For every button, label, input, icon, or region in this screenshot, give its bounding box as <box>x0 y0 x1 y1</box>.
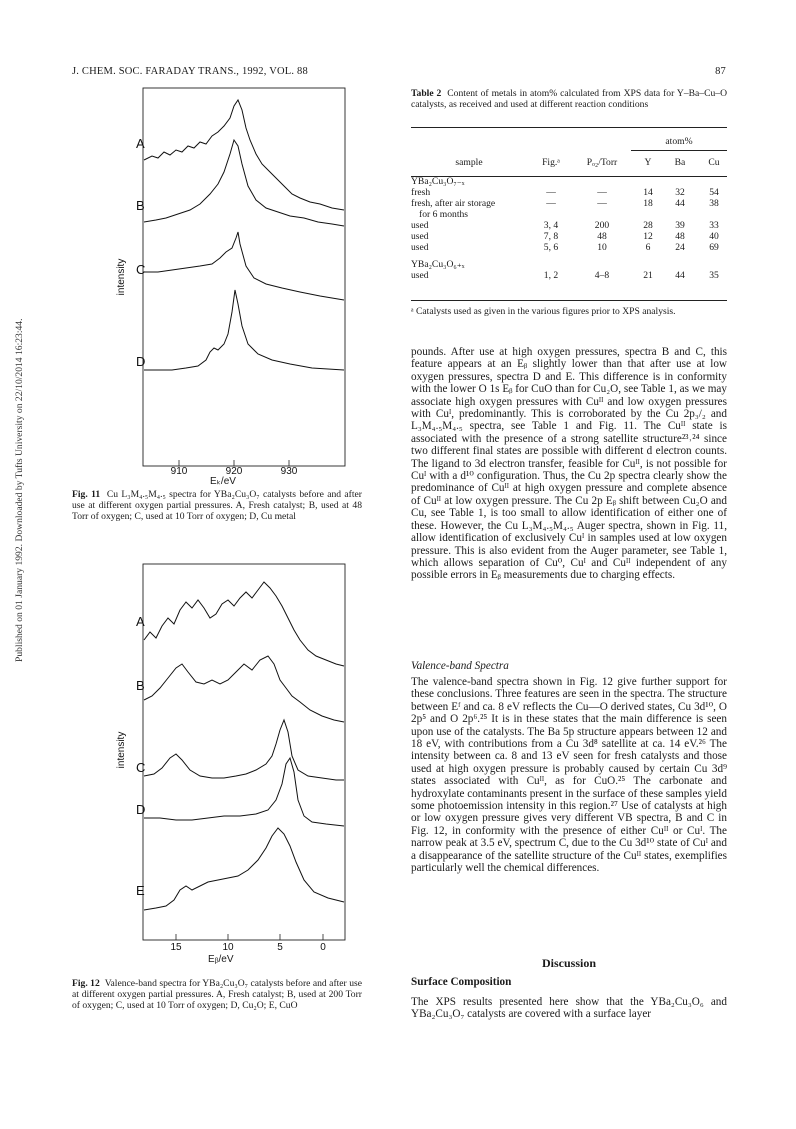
table-row: fresh, after air storage — — 18 44 38 <box>411 198 719 209</box>
fig11-labels <box>136 136 145 369</box>
journal-header: J. CHEM. SOC. FARADAY TRANS., 1992, VOL. 88 <box>72 66 308 77</box>
fig12-tick-10: 10 <box>222 942 234 953</box>
side-note: Published on 01 January 1992. Downloaded by Tufts University on 22/10/2014 16:23:44. <box>14 318 25 662</box>
fig12-spectrum-d <box>144 758 344 826</box>
fig12-frame <box>143 564 345 940</box>
body-paragraph-2: The valence-band spectra shown in Fig. 12 give further support for these conclusions. Three features are seen in the spectra. The structure between Eᶠ and ca. 8 eV reflects the Cu—O derived states, Cu 3d¹⁰, O 2p⁵ and O 2p⁶.²⁵ It is in these states that the main difference is seen upon use of the catalysts. The Ba 5p structure appears between 12 and 18 eV, with contributions from a Cu 3d⁸ satellite at ca. 14 eV.²⁶ The intensity between ca. 8 and 13 eV seen for fresh catalysts and those used at high oxygen pressure is probably caused by certain Cu 3d⁹ states associated with Cuᴵᴵ, as for CuO.²⁵ The carbonate and hydroxylate contaminants present in the surface of these samples yield some photoemission intensity in this region.²⁷ Use of catalysts at high or low oxygen pressure gives very different VB spectra, B and C in Fig. 12, in conformity with the presence of either Cuᴵᴵ or Cuᴵ. The narrow peak at 3.5 eV, spectrum C, due to the Cu 3d¹⁰ state of Cuᴵ and a disappearance of the satellite structure of the Cuᴵᴵ states, exemplifies particularly well the chemical differences. <box>411 676 727 875</box>
fig12-xlabel: Eᵦ/eV <box>208 954 234 965</box>
fig11-label-c: C <box>136 262 146 277</box>
table-row: fresh — — 14 32 54 <box>411 187 719 198</box>
table2-caption-text: Content of metals in atom% calculated from XPS data for Y–Ba–Cu–O catalysts, as received and used at different reaction conditions <box>411 88 728 110</box>
table2-col-ba: Ba <box>674 157 686 168</box>
fig11-caption-text: Cu L₃M₄.₅M₄.₅ spectra for YBa₂Cu₃O₇ catalysts before and after use at different oxygen partial pressures. A, Fresh catalyst; B, used at 48 Torr of oxygen; C, used at 10 Torr of oxygen; D, Cu metal <box>72 489 362 522</box>
fig12-caption-head: Fig. 12 <box>72 978 100 989</box>
fig11-caption-head: Fig. 11 <box>72 489 101 500</box>
fig12-ylabel: intensity <box>116 731 127 769</box>
table-row: used 3, 4 200 28 39 33 <box>411 220 719 231</box>
fig11-ylabel: intensity <box>116 258 127 296</box>
table-row: used 7, 8 48 12 48 40 <box>411 231 719 242</box>
fig12-spectrum-c <box>144 720 344 780</box>
subheading-valence-band: Valence-band Spectra <box>411 660 509 672</box>
fig12-caption-text: Valence-band spectra for YBa₂Cu₃O₇ catalysts before and after use at different oxygen partial pressures. A, Fresh catalyst; B, used at 200 Torr of oxygen; C, used at 10 Torr of oxygen; D, Cu₂O; E, CuO <box>72 978 362 1011</box>
table2-col-y: Y <box>644 157 652 168</box>
table2-col-sample: sample <box>455 157 483 168</box>
table2-col-po2: Pₒ₂/Torr <box>586 157 618 168</box>
table2-col-fig: Fig.ᵃ <box>542 157 560 168</box>
fig11-frame <box>143 88 345 466</box>
table2-rule-bottom <box>411 300 727 301</box>
page-number: 87 <box>715 66 726 77</box>
fig11-tick-920: 920 <box>225 466 243 474</box>
table2-footnote: ᵃ Catalysts used as given in the various figures prior to XPS analysis. <box>411 306 676 317</box>
fig12-spectra <box>144 582 344 910</box>
table2-col-cu: Cu <box>708 157 720 168</box>
fig12-tick-0: 0 <box>320 942 326 953</box>
figure-12 <box>100 560 360 970</box>
fig11-spectra <box>144 100 344 370</box>
fig11-xlabel: Eₖ/eV <box>210 476 236 487</box>
fig11-tick-930: 930 <box>280 466 298 474</box>
table2-section-2: YBa₂Cu₃O₆₊ₓ <box>411 259 465 270</box>
fig11-spectrum-d <box>144 290 344 370</box>
table2-rule-top <box>411 127 727 128</box>
fig12-caption <box>72 978 362 1011</box>
table2 <box>407 157 731 281</box>
body-paragraph-1: pounds. After use at high oxygen pressures, spectra B and C, this feature appears at an Eᵦ slightly lower than that after use at low oxygen pressures, spectra D and E. This difference is in conformity with the lower O 1s Eᵦ for CuO than for Cu₂O, see Table 1, as we may associate high oxygen pressures with Cuᴵᴵ and low oxygen pressures with Cuᴵ, predominantly. This is corroborated by the Cu 2p₃/₂ and L₃M₄.₅M₄.₅ spectra, see Table 1 and Fig. 11. The Cuᴵᴵ state is associated with the presence of a strong satellite structure²³˒²⁴ since two different final states are possible with different d electron counts. The ligand to 3d electron transfer, feasible for Cuᴵᴵ, is not possible for Cuᴵ with a d¹⁰ configuration. Thus, the Cu 2p spectra clearly show the predominance of Cuᴵᴵ at high oxygen pressure and complete absence of Cuᴵᴵ at low oxygen pressure. The Cu 2p Eᵦ shift between Cu₂O and Cu, see Table 1, is too small to allow identification of either one of these. However, the Cu L₃M₄.₅M₄.₅ Auger spectra, shown in Fig. 11, allow identification of exclusively Cuᴵ in samples used at low oxygen pressure. This is also evident from the Auger parameter, see Table 1, which allows separation of Cu⁰, Cuᴵ and Cuᴵᴵ independent of any possible errors in Eᵦ measurements due to charging effects. <box>411 346 727 582</box>
fig11-spectrum-b <box>144 140 344 226</box>
table-row: used 1, 2 4–8 21 44 35 <box>411 270 719 281</box>
fig12-label-c: C <box>136 760 146 775</box>
table2-caption-head: Table 2 <box>411 88 442 99</box>
table2-group-rule <box>631 150 727 151</box>
figure-11 <box>100 82 360 474</box>
table2-header-row <box>407 157 731 168</box>
table-row: used 5, 6 10 6 24 69 <box>411 242 719 253</box>
table2-caption <box>411 88 727 110</box>
table2-section-1: YBa₂Cu₃O₇₋ₓ <box>411 176 465 187</box>
fig12-tick-5: 5 <box>277 942 283 953</box>
fig11-spectrum-a <box>144 100 344 210</box>
fig11-label-d: D <box>136 354 146 369</box>
fig12-labels <box>136 614 145 898</box>
section-heading-discussion: Discussion <box>541 956 597 970</box>
fig11-spectrum-c <box>144 232 344 300</box>
fig12-label-a: A <box>136 614 145 629</box>
fig12-label-b: B <box>136 678 145 693</box>
fig11-label-a: A <box>136 136 145 151</box>
fig12-spectrum-a <box>144 582 344 666</box>
fig12-label-d: D <box>136 802 146 817</box>
body-paragraph-3: The XPS results presented here show that the YBa₂Cu₃O₆ and YBa₂Cu₃O₇ catalysts are covered with a surface layer <box>411 996 727 1021</box>
fig12-spectrum-e <box>144 828 344 910</box>
fig12-tick-15: 15 <box>170 942 182 953</box>
table2-group-header: atom% <box>665 136 693 147</box>
fig12-spectrum-b <box>144 656 344 722</box>
fig11-label-b: B <box>136 198 145 213</box>
fig12-label-e: E <box>136 883 145 898</box>
subheading-surface-composition: Surface Composition <box>411 976 512 988</box>
fig11-tick-910: 910 <box>170 466 188 474</box>
fig12-ticks <box>176 934 323 940</box>
fig11-caption <box>72 489 362 522</box>
table-row: for 6 months <box>419 209 469 220</box>
